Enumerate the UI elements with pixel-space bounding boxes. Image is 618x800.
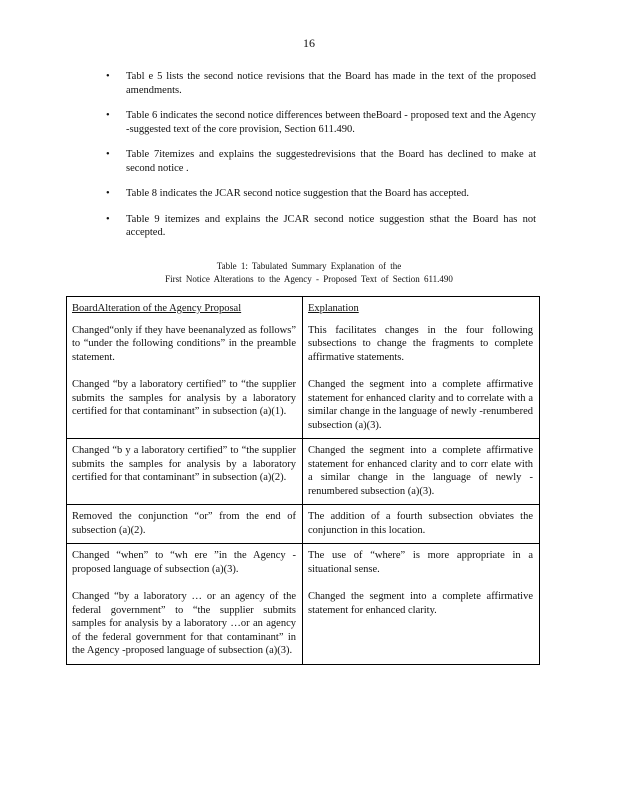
table-cell-alteration xyxy=(67,505,303,544)
table-cell-explanation xyxy=(303,297,540,439)
cell-paragraph: The addition of a fourth subsection obviates the conjunction in this location. xyxy=(308,511,533,536)
cell-paragraph: Changed the segment into a complete affirmative statement for enhanced clarity and to correlate with a similar change in the language of newly -renumbered subsection (a)(3). xyxy=(308,379,533,431)
cell-paragraph: Changed “when” to “wh ere ”in the Agency - proposed language of subsection (a)(3). xyxy=(72,550,296,575)
table-cell-explanation xyxy=(303,439,540,505)
cell-paragraph: Changed the segment into a complete affirmative statement for enhanced clarity and to corr elate with a similar change in the language of newly -renumbered subsection (a)(3). xyxy=(308,445,533,497)
caption-line-1: Table 1: Tabulated Summary Explanation of the xyxy=(216,261,402,271)
table-cell-explanation xyxy=(303,544,540,665)
bullet-text: Table 8 indicates the JCAR second notice suggestion that the Board has accepted. xyxy=(126,188,470,199)
bullet-item xyxy=(106,148,536,175)
cell-paragraph: Changed the segment into a complete affirmative statement for enhanced clarity. xyxy=(308,591,533,616)
bullet-item xyxy=(106,213,536,240)
table-row xyxy=(67,439,540,505)
bullet-item xyxy=(106,109,536,136)
bullet-icon: • xyxy=(106,149,110,160)
bullet-item xyxy=(106,70,536,97)
bullet-icon: • xyxy=(106,71,110,82)
bullet-text: Table 7itemizes and explains the suggestedrevisions that the Board has declined to make at second notice . xyxy=(126,149,536,174)
cell-paragraph: Changed“only if they have beenanalyzed as follows” to “under the following conditions” in the preamble statement. xyxy=(72,324,296,363)
table-row xyxy=(67,505,540,544)
table-row xyxy=(67,297,540,439)
bullet-icon: • xyxy=(106,110,110,121)
caption-line-2: First Notice Alterations to the Agency - Proposed Text of Section 611.490 xyxy=(165,274,453,284)
cell-paragraph: The use of “where” is more appropriate in a situational sense. xyxy=(308,550,533,575)
table-row xyxy=(67,544,540,665)
bullet-item xyxy=(106,187,536,201)
cell-paragraph: Changed “b y a laboratory certified” to “the supplier submits the samples for analysis by a laboratory certified for that contaminant” in subsection (a)(2). xyxy=(72,445,296,483)
table-cell-explanation xyxy=(303,505,540,544)
table-cell-alteration xyxy=(67,439,303,505)
table-cell-alteration xyxy=(67,297,303,439)
bullet-text: Tabl e 5 lists the second notice revisions that the Board has made in the text of the proposed amendments. xyxy=(126,71,536,96)
cell-paragraph: This facilitates changes in the four following subsections to change the fragments to complete affirmative statements. xyxy=(308,324,533,363)
table-cell-alteration xyxy=(67,544,303,665)
column-header-alteration: BoardAlteration of the Agency Proposal xyxy=(72,303,242,314)
page-number: 16 xyxy=(303,36,315,50)
summary-table xyxy=(66,296,540,665)
bullet-text: Table 6 indicates the second notice differences between theBoard - proposed text and the Agency -suggested text of the core provision, Section 611.490. xyxy=(126,110,536,135)
cell-paragraph: Removed the conjunction “or” from the end of subsection (a)(2). xyxy=(72,511,296,536)
bullet-text: Table 9 itemizes and explains the JCAR second notice suggestion sthat the Board has not accepted. xyxy=(126,213,536,238)
cell-paragraph: Changed “by a laboratory … or an agency of the federal government” to “the supplier submits samples for analysis by a laboratory …or an agency of the federal government for that contaminant” in the Agency -proposed language of subsection (a)(3). xyxy=(72,591,296,656)
column-header-explanation: Explanation xyxy=(308,303,359,314)
table-caption xyxy=(0,260,618,286)
bullet-list xyxy=(106,70,536,252)
bullet-icon: • xyxy=(106,213,110,225)
bullet-icon: • xyxy=(106,188,110,199)
cell-paragraph: Changed “by a laboratory certified” to “the supplier submits the samples for analysis by a laboratory certified for that contaminant” in subsection (a)(1). xyxy=(72,379,296,417)
